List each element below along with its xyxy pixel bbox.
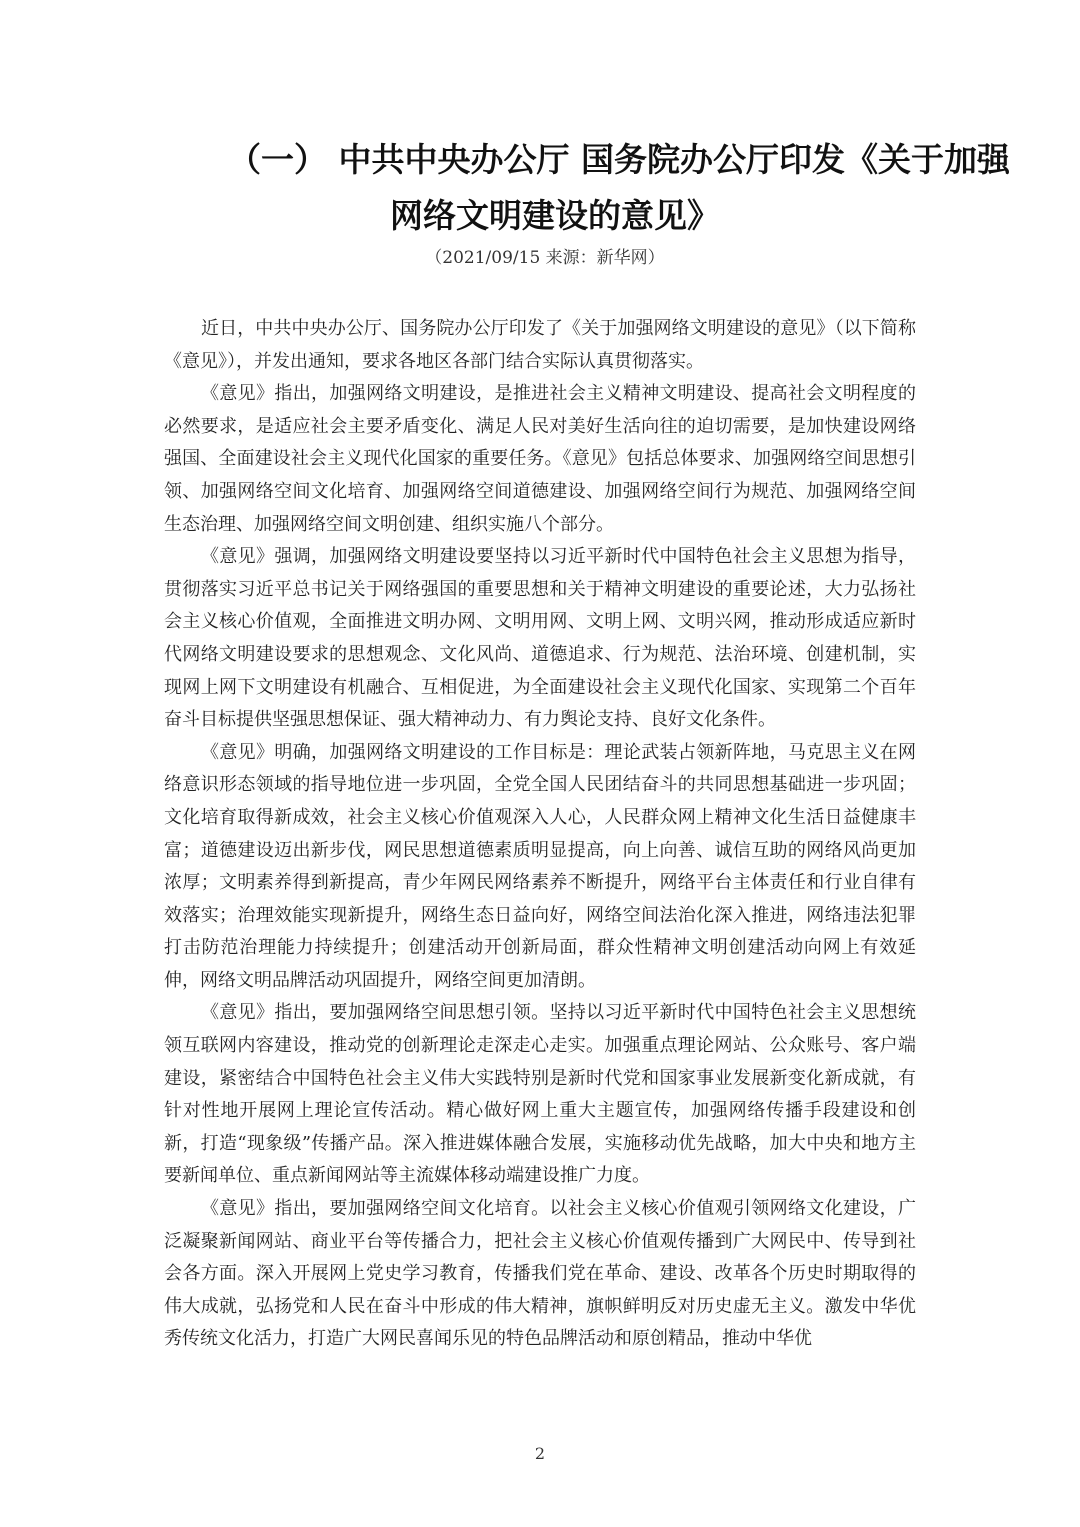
date-source-line: （2021/09/15 来源：新华网） bbox=[425, 248, 665, 268]
paragraph: 《意见》明确，加强网络文明建设的工作目标是：理论武装占领新阵地，马克思主义在网络意识形态领域的指导地位进一步巩固，全党全国人民团结奋斗的共同思想基础进一步巩固；文化培育取得新成效，社会主义核心价值观深入人心，人民群众网上精神文化生活日益健康丰富；道德建设迈出新步伐，网民思想道德素质明显提高，向上向善、诚信互助的网络风尚更加浓厚；文明素养得到新提高，青少年网民网络素养不断提升，网络平台主体责任和行业自律有效落实；治理效能实现新提升，网络生态日益向好，网络空间法治化深入推进，网络违法犯罪打击防范治理能力持续提升；创建活动开创新局面，群众性精神文明创建活动向网上有效延伸，网络文明品牌活动巩固提升，网络空间更加清朗。 bbox=[164, 741, 916, 991]
paragraph: 《意见》指出，加强网络文明建设，是推进社会主义精神文明建设、提高社会文明程度的必然要求，是适应社会主要矛盾变化、满足人民对美好生活向往的迫切需要，是加快建设网络强国、全面建设社会主义现代化国家的重要任务。《意见》包括总体要求、加强网络空间思想引领、加强网络空间文化培育、加强网络空间道德建设、加强网络空间行为规范、加强网络空间生态治理、加强网络空间文明创建、组织实施八个部分。 bbox=[164, 383, 916, 535]
page-number: 2 bbox=[534, 1444, 546, 1463]
paragraph: 近日，中共中央办公厅、国务院办公厅印发了《关于加强网络文明建设的意见》（以下简称《意见》），并发出通知，要求各地区各部门结合实际认真贯彻落实。 bbox=[164, 318, 916, 372]
article-body bbox=[164, 313, 916, 1356]
page-title-line-1: （一） 中共中央办公厅 国务院办公厅印发《关于加强 bbox=[228, 140, 1010, 179]
paragraph: 《意见》指出，要加强网络空间思想引领。坚持以习近平新时代中国特色社会主义思想统领互联网内容建设，推动党的创新理论走深走心走实。加强重点理论网站、公众账号、客户端建设，紧密结合中国特色社会主义伟大实践特别是新时代党和国家事业发展新变化新成就，有针对性地开展网上理论宣传活动。精心做好网上重大主题宣传，加强网络传播手段建设和创新，打造“现象级”传播产品。深入推进媒体融合发展，实施移动优先战略，加大中央和地方主要新闻单位、重点新闻网站等主流媒体移动端建设推广力度。 bbox=[164, 1002, 916, 1187]
page-title-line-2: 网络文明建设的意见》 bbox=[390, 196, 720, 235]
paragraph: 《意见》指出，要加强网络空间文化培育。以社会主义核心价值观引领网络文化建设，广泛凝聚新闻网站、商业平台等传播合力，把社会主义核心价值观传播到广大网民中、传导到社会各方面。深入开展网上党史学习教育，传播我们党在革命、建设、改革各个历史时期取得的伟大成就，弘扬党和人民在奋斗中形成的伟大精神，旗帜鲜明反对历史虚无主义。激发中华优秀传统文化活力，打造广大网民喜闻乐见的特色品牌活动和原创精品，推动中华优 bbox=[164, 1198, 916, 1350]
paragraph: 《意见》强调，加强网络文明建设要坚持以习近平新时代中国特色社会主义思想为指导，贯彻落实习近平总书记关于网络强国的重要思想和关于精神文明建设的重要论述，大力弘扬社会主义核心价值观，全面推进文明办网、文明用网、文明上网、文明兴网，推动形成适应新时代网络文明建设要求的思想观念、文化风尚、道德追求、行为规范、法治环境、创建机制，实现网上网下文明建设有机融合、互相促进，为全面建设社会主义现代化国家、实现第二个百年奋斗目标提供坚强思想保证、强大精神动力、有力舆论支持、良好文化条件。 bbox=[164, 546, 916, 731]
